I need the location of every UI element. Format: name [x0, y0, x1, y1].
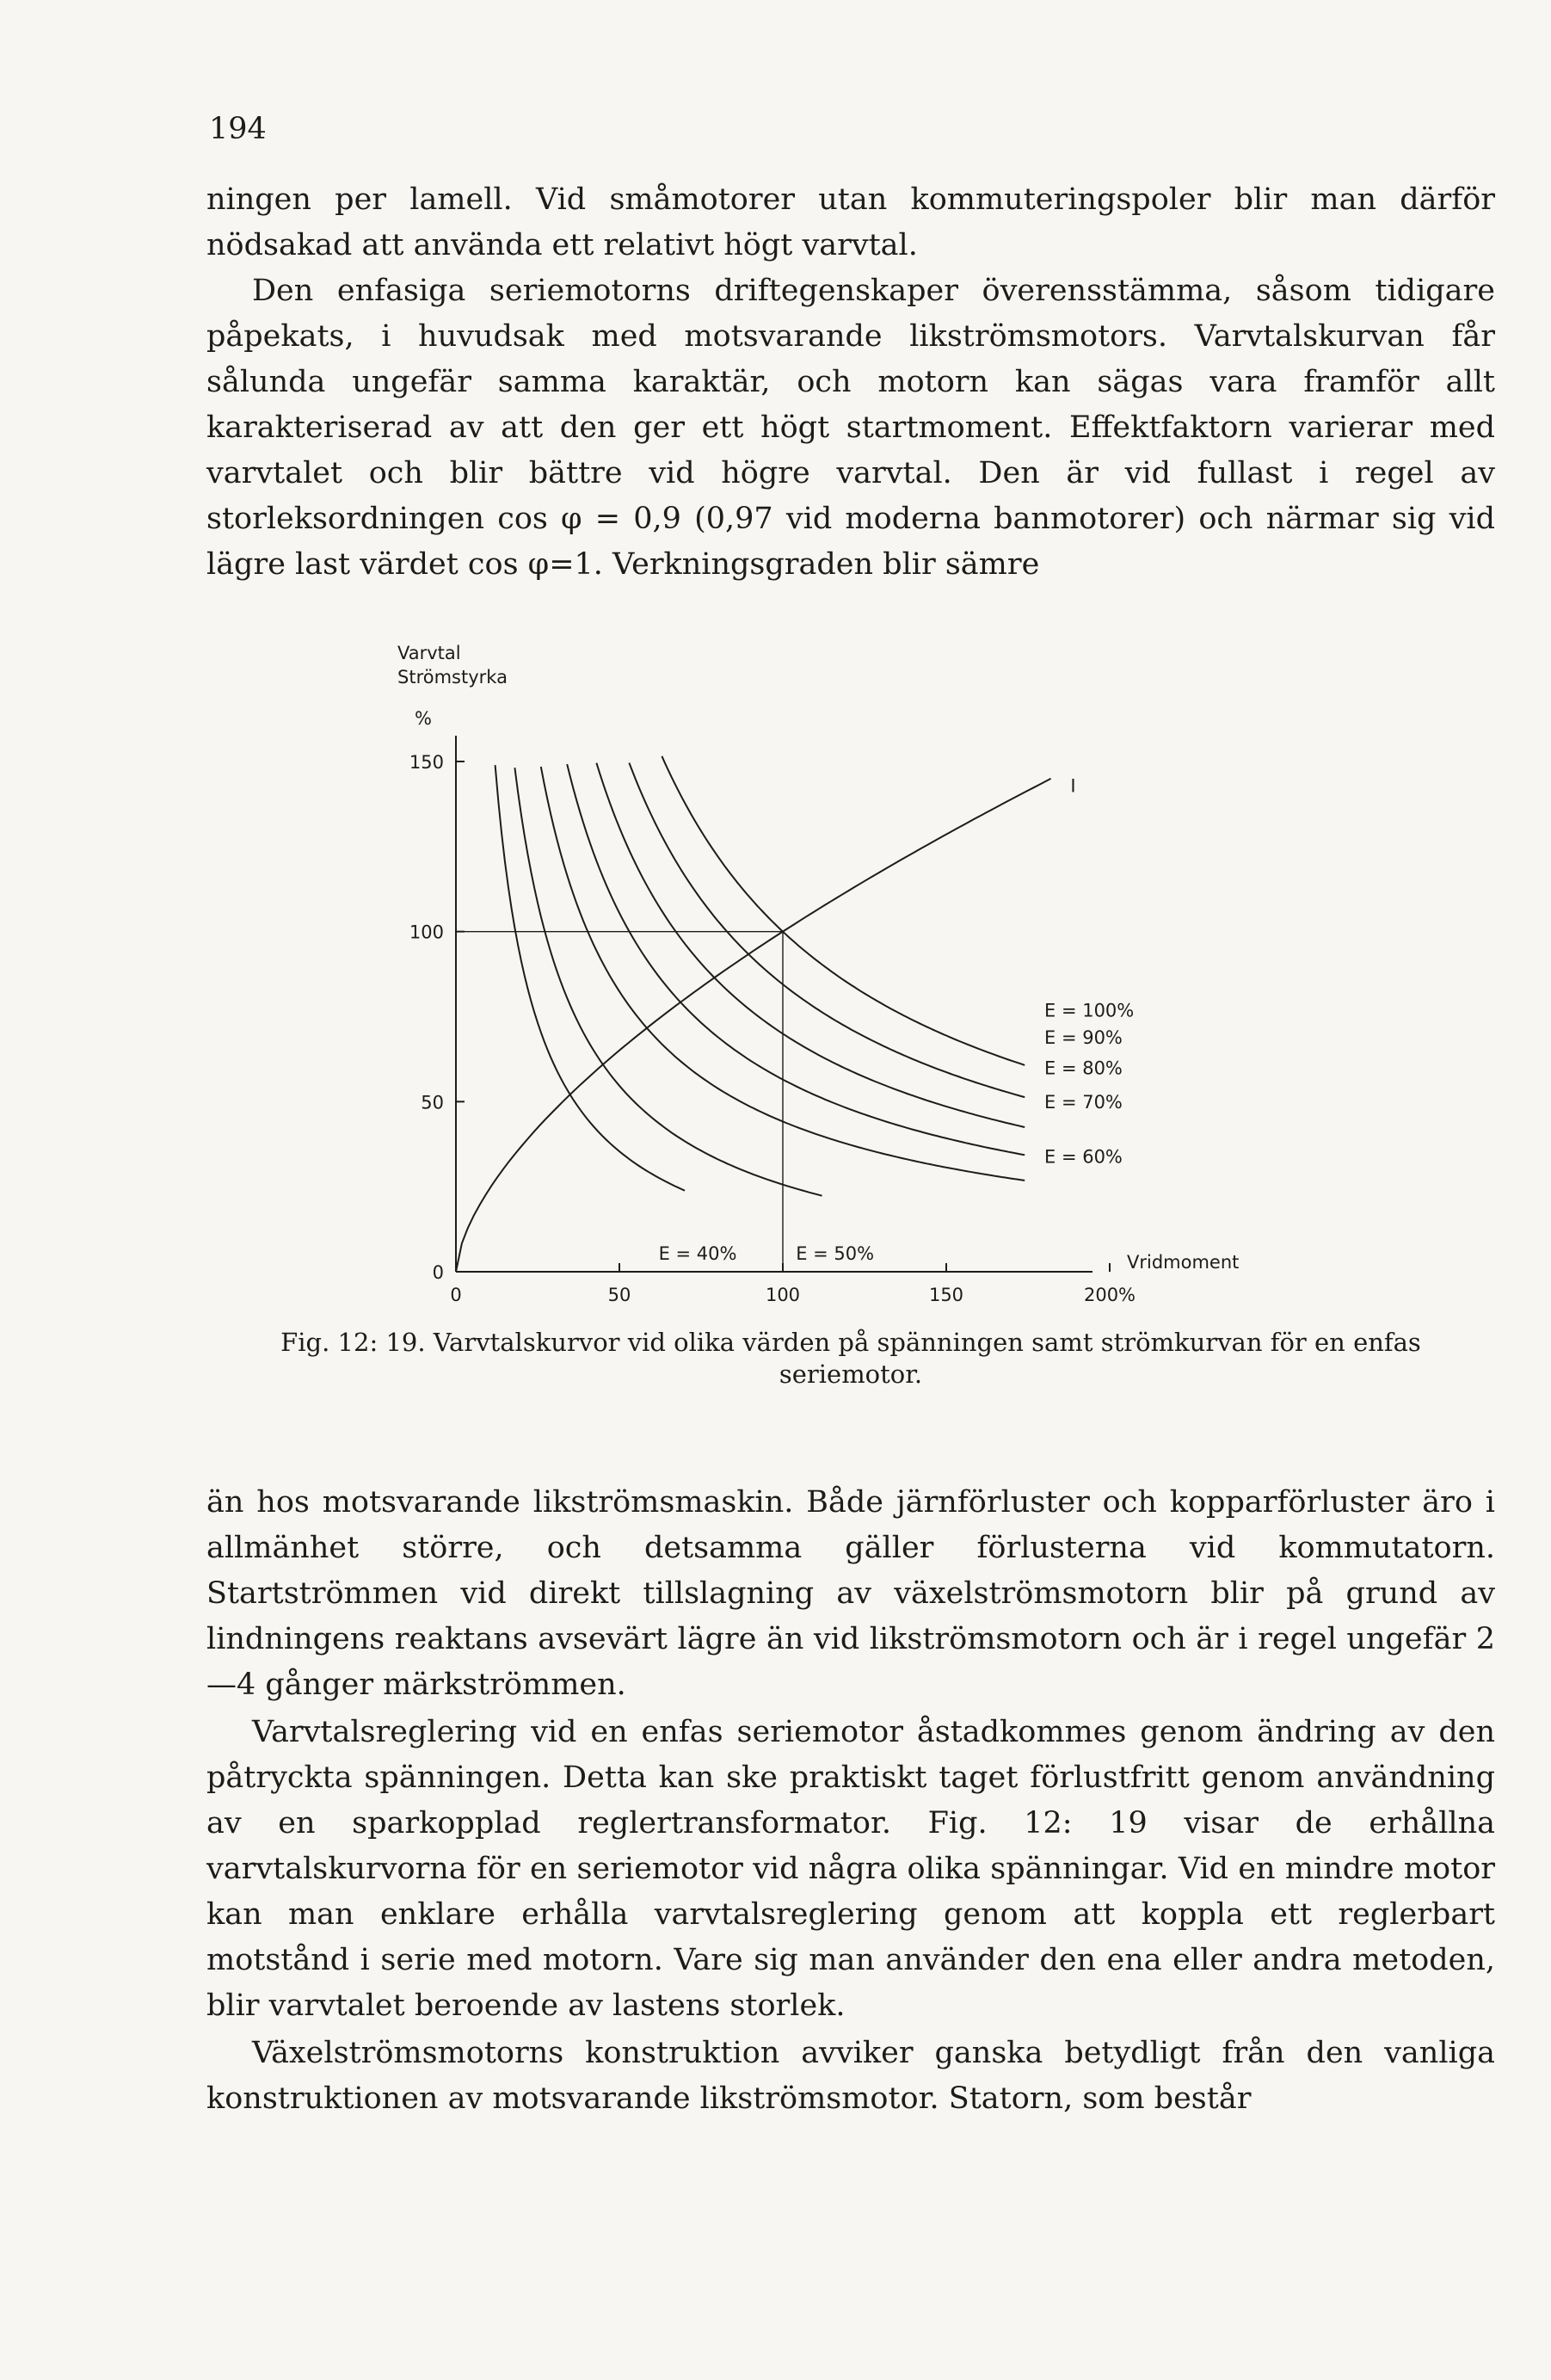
paragraph: än hos motsvarande likströmsmaskin. Både järnförluster och kopparförluster äro i allmänhet större, och detsamma gäller förlusterna vid kommutatorn. Startströmmen vid direkt tillslagning av växelströmsmotorn blir på grund av lindningens reaktans avsevärt lägre än vid likströmsmotorn och är i regel ungefär 2—4 gånger märkströmmen.	[206, 1485, 1495, 1702]
speed-curve	[514, 768, 822, 1195]
x-tick-label: 200%	[1083, 1285, 1136, 1305]
x-tick-label: 0	[450, 1285, 462, 1305]
speed-curve	[567, 764, 1025, 1155]
y-tick-label: 50	[421, 1092, 444, 1113]
y-axis-unit: %	[415, 708, 432, 729]
paragraph: Varvtalsreglering vid en enfas seriemotor åstadkommes genom ändring av den påtryckta spänningen. Detta kan ske praktiskt taget förlustfritt genom användning av en sparkopplad reglertransformator. Fig. 12: 19 visar de erhållna varvtalskurvorna för en seriemotor vid några olika spänningar. Vid en mindre motor kan man enklare erhålla varvtalsreglering genom att koppla ett reglerbart motstånd i serie med motorn. Vare sig man använder den ena eller andra metoden, blir varvtalet beroende av lastens storlek.	[206, 1715, 1495, 2023]
speed-curve-label: E = 100%	[1044, 1000, 1135, 1021]
x-axis-label: Vridmoment	[1127, 1252, 1240, 1273]
speed-curve-label: E = 60%	[1044, 1146, 1123, 1168]
current-curve-label: I	[1070, 775, 1076, 797]
page-number: 194	[209, 112, 267, 146]
speed-curve	[629, 763, 1025, 1098]
speed-curve-label: E = 50%	[796, 1243, 875, 1264]
speed-curve-label: E = 40%	[658, 1243, 737, 1264]
paragraph: Växelströmsmotorns konstruktion avviker ganska betydligt från den vanliga konstruktionen av motsvarande likströmsmotor. Statorn, som består	[206, 2036, 1495, 2116]
speed-curve-label: E = 90%	[1044, 1027, 1123, 1049]
figure-caption: Fig. 12: 19. Varvtalskurvor vid olika värden på spänningen samt strömkurvan för en enfas seriemotor.	[280, 1328, 1421, 1389]
speed-curve-label: E = 70%	[1044, 1092, 1123, 1113]
x-tick-label: 150	[928, 1285, 964, 1305]
speed-torque-chart	[361, 637, 1240, 1325]
paragraph: Den enfasiga seriemotorns driftegenskaper överensstämma, såsom tidigare påpekats, i huvudsak med motsvarande likströmsmotors. Varvtalskurvan får sålunda ungefär samma karaktär, och motorn kan sägas vara framför allt karakteriserad av att den ger ett högt startmoment. Effektfaktorn varierar med varvtalet och blir bättre vid högre varvtal. Den är vid fullast i regel av storleksordningen cos φ = 0,9 (0,97 vid moderna banmotorer) och närmar sig vid lägre last värdet cos φ=1. Verkningsgraden blir sämre	[206, 274, 1495, 582]
y-axis-label: Varvtal	[397, 643, 461, 663]
paragraph-text: ningen per lamell. Vid småmotorer utan kommuteringspoler blir man därför nödsakad att använda ett relativt högt varvtal.	[206, 182, 1495, 262]
speed-curve	[596, 763, 1025, 1127]
x-tick-label: 50	[607, 1285, 631, 1305]
speed-curve-label: E = 80%	[1044, 1057, 1123, 1079]
current-curve	[456, 779, 1051, 1272]
y-axis-label: Strömstyrka	[397, 667, 508, 687]
y-tick-label: 100	[409, 922, 444, 943]
y-tick-label: 150	[409, 752, 444, 773]
x-tick-label: 100	[765, 1285, 801, 1305]
speed-curve	[662, 756, 1025, 1065]
y-tick-label: 0	[432, 1262, 444, 1283]
